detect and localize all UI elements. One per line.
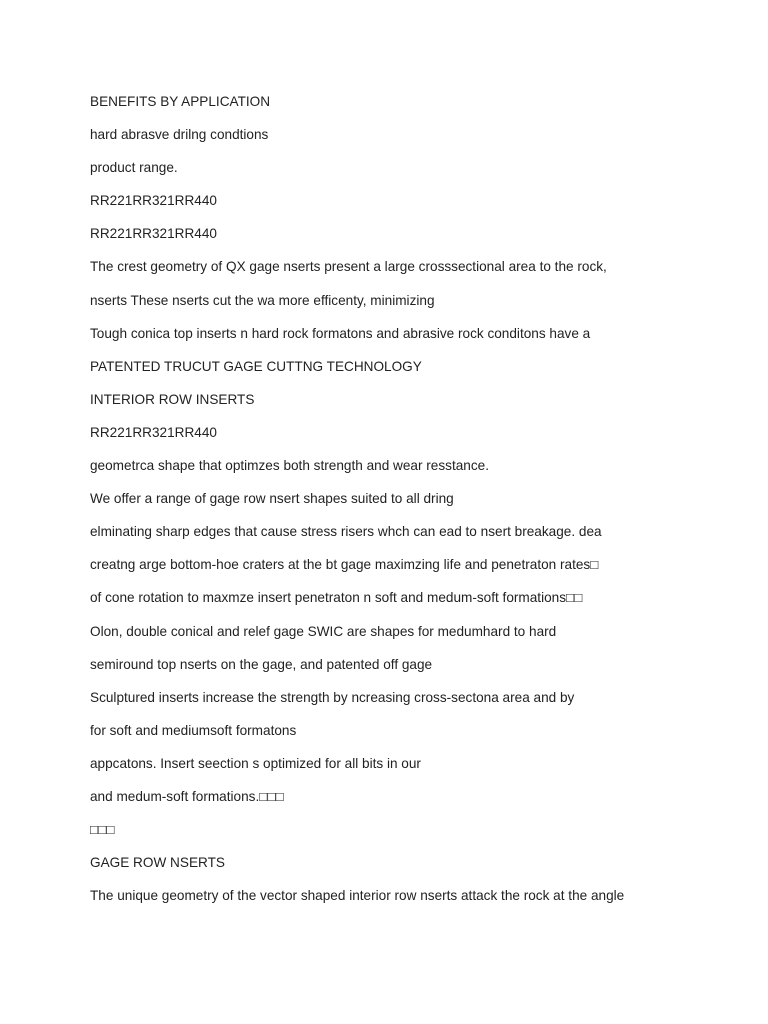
document-body [90, 92, 750, 919]
text-line: and medum-soft formations.□□□ [90, 788, 284, 804]
text-line: The crest geometry of QX gage nserts present a large crosssectional area to the rock, [90, 259, 607, 275]
text-line: geometrca shape that optimzes both strength and wear resstance. [90, 458, 489, 474]
text-line-heading-gage-row: GAGE ROW NSERTS [90, 855, 225, 871]
text-line-placeholder-glyphs: □□□ [90, 822, 115, 838]
text-line: for soft and mediumsoft formatons [90, 722, 297, 738]
text-line: creatng arge bottom-hoe craters at the bt gage maximzing life and penetraton rates□ [90, 557, 599, 573]
text-line-model-codes: RR221RR321RR440 [90, 226, 217, 242]
text-line-model-codes: RR221RR321RR440 [90, 424, 217, 440]
text-line: We offer a range of gage row nsert shapes suited to all dring [90, 491, 454, 507]
text-line: Sculptured inserts increase the strength by ncreasing cross-sectona area and by [90, 689, 575, 705]
text-line: elminating sharp edges that cause stress risers whch can ead to nsert breakage. dea [90, 524, 602, 540]
text-line: semiround top nserts on the gage, and patented off gage [90, 656, 433, 672]
text-line-heading-interior-row: INTERIOR ROW INSERTS [90, 391, 255, 407]
text-line: Olon, double conical and relef gage SWIC are shapes for medumhard to hard [90, 623, 557, 639]
text-line-heading-benefits: BENEFITS BY APPLICATION [90, 94, 271, 109]
text-line: Tough conica top inserts n hard rock formatons and abrasive rock conditons have a [90, 325, 591, 341]
text-line: product range. [90, 160, 178, 176]
text-line: hard abrasve drilng condtions [90, 127, 269, 143]
text-line: of cone rotation to maxmze insert penetraton n soft and medum-soft formations□□ [90, 590, 583, 606]
text-line: appcatons. Insert seection s optimized for all bits in our [90, 755, 421, 771]
text-line: The unique geometry of the vector shaped interior row nserts attack the rock at the angle [90, 888, 625, 904]
text-line: nserts These nserts cut the wa more efficenty, minimizing [90, 292, 435, 308]
text-line-heading-trucut: PATENTED TRUCUT GAGE CUTTNG TECHNOLOGY [90, 358, 422, 374]
text-line-model-codes: RR221RR321RR440 [90, 193, 217, 209]
